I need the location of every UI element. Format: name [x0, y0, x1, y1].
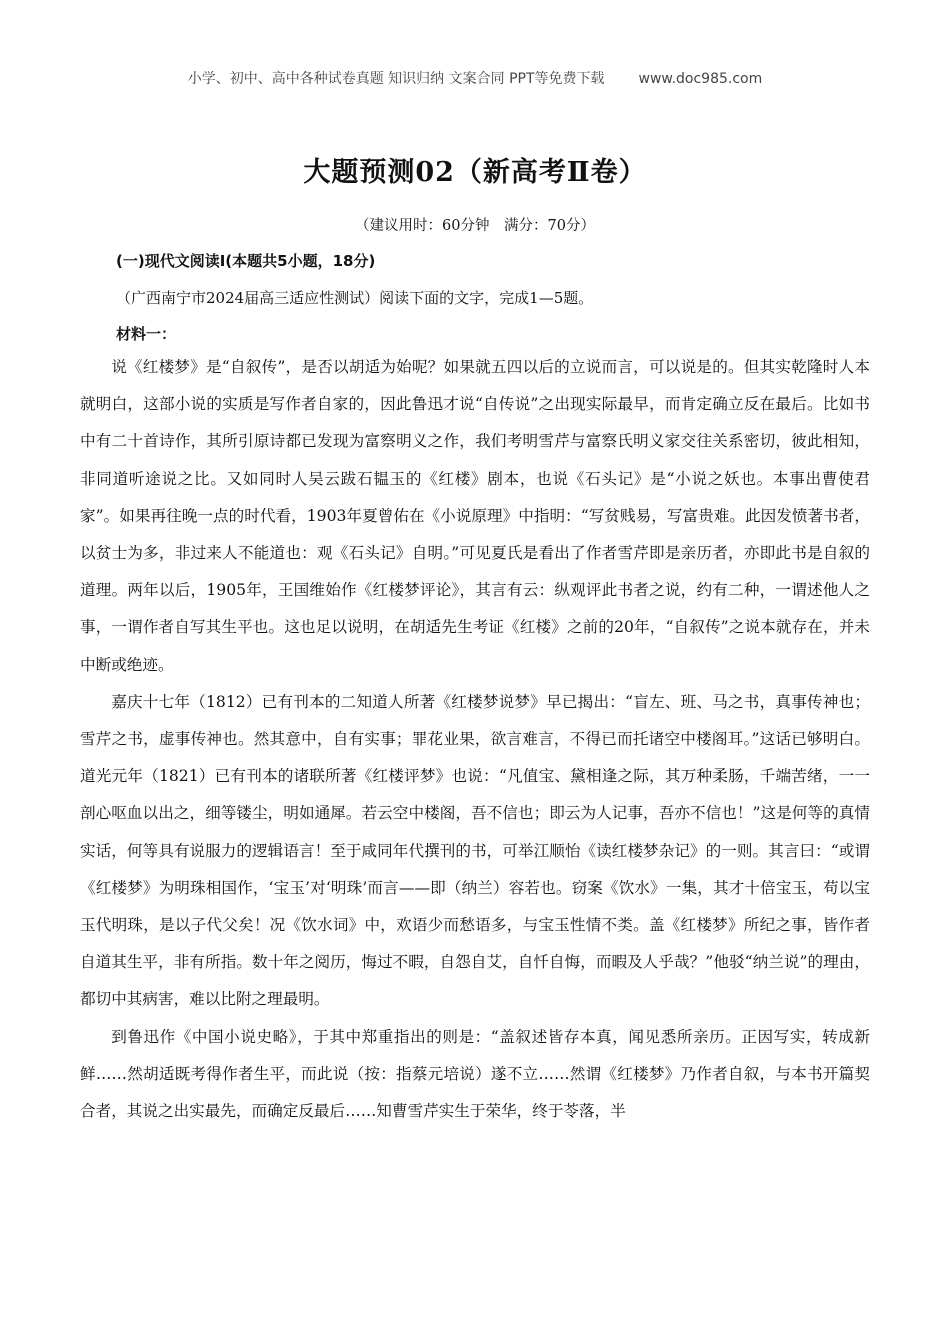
site-banner [0, 68, 950, 88]
page-title: 大题预测02（新高考Ⅱ卷） [303, 157, 647, 188]
section-heading: (一)现代文阅读Ⅰ(本题共5小题，18分) [116, 252, 376, 270]
paragraph: 嘉庆十七年（1812）已有刊本的二知道人所著《红楼梦说梦》早已揭出：“盲左、班、马之书，真事传神也；雪芹之书，虚事传神也。然其意中，自有实事；罪花业果，欲言难言，不得已而托诸空中楼阁耳。”这话已够明白。道光元年（1821）已有刊本的诸联所著《红楼评梦》也说：“凡值宝、黛相逢之际，其万种柔肠，千端苦绪，一一剖心呕血以出之，细等镂尘，明如通犀。若云空中楼阁，吾不信也；即云为人记事，吾亦不信也！”这是何等的真情实话，何等具有说服力的逻辑语言！至于咸同年代撰刊的书，可举江顺怡《读红楼梦杂记》的一则。其言曰：“或谓《红楼梦》为明珠相国作，‘宝玉’对‘明珠’而言——即（纳兰）容若也。窃案《饮水》一集，其才十倍宝玉，苟以宝玉代明珠，是以子代父矣！况《饮水词》中，欢语少而愁语多，与宝玉性情不类。盖《红楼梦》所纪之事，皆作者自道其生平，非有所指。数十年之阅历，悔过不暇，自怨自艾，自忏自悔，而暇及人乎哉？”他驳“纳兰说”的理由，都切中其病害，难以比附之理最明。 [80, 692, 870, 1009]
material-label: 材料一： [116, 325, 177, 343]
banner-text: 小学、初中、高中各种试卷真题 知识归纳 文案合同 PPT等免费下载 [187, 71, 605, 87]
time-score-note: （建议用时：60分钟 满分：70分） [355, 218, 595, 234]
banner-url[interactable]: www.doc985.com [638, 71, 763, 87]
section-intro: （广西南宁市2024届高三适应性测试）阅读下面的文字，完成1—5题。 [116, 289, 594, 307]
reading-passage [80, 349, 870, 1130]
paragraph: 到鲁迅作《中国小说史略》，于其中郑重指出的则是：“盖叙述皆存本真，闻见悉所亲历。正因写实，转成新鲜……然胡适既考得作者生平，而此说（按：指蔡元培说）遂不立……然谓《红楼梦》乃作者自叙，与本书开篇契合者，其说之出实最先，而确定反最后……知曹雪芹实生于荣华，终于苓落，半 [80, 1027, 870, 1121]
paragraph: 说《红楼梦》是“自叙传”，是否以胡适为始呢？如果就五四以后的立说而言，可以说是的。但其实乾隆时人本就明白，这部小说的实质是写作者自家的，因此鲁迅才说“自传说”之出现实际最早，而肯定确立反在最后。比如书中有二十首诗作，其所引原诗都已发现为富察明义之作，我们考明雪芹与富察氏明义家交往关系密切，彼此相知，非同道听途说之比。又如同时人吴云跋石韫玉的《红楼》剧本，也说《石头记》是“小说之妖也。本事出曹使君家”。如果再往晚一点的时代看，1903年夏曾佑在《小说原理》中指明：“写贫贱易，写富贵难。此因发愤著书者，以贫士为多，非过来人不能道也：观《石头记》自明。”可见夏氏是看出了作者雪芹即是亲历者，亦即此书是自叙的道理。两年以后，1905年，王国维始作《红楼梦评论》，其言有云：纵观评此书者之说，约有二种，一谓述他人之事，一谓作者自写其生平也。这也足以说明，在胡适先生考证《红楼》之前的20年，“自叙传”之说本就存在，并未中断或绝迹。 [80, 358, 870, 674]
